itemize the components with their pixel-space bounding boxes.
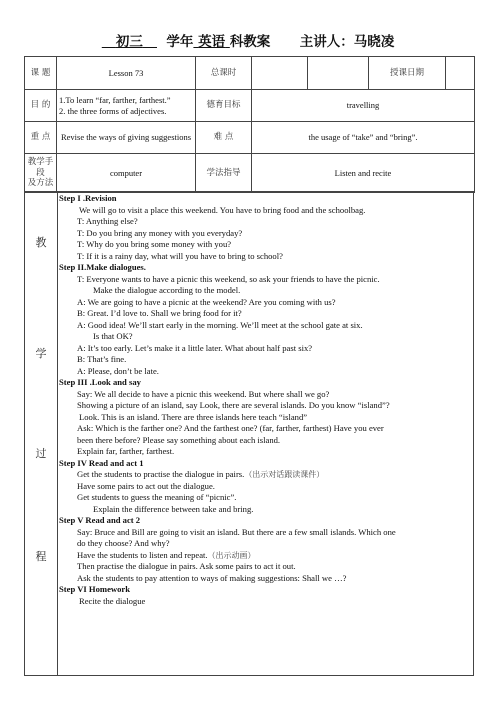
text-line: Have the students to listen and repeat.（出示动画）: [77, 549, 256, 560]
text-line: Ask: Which is the farther one? And the farthest one? (far, farther, farthest) Have you ever: [77, 423, 384, 433]
text-line: Get students to guess the meaning of “picnic”.: [77, 492, 237, 502]
goal-value: [57, 90, 196, 122]
title-year-label: 学年: [166, 34, 194, 50]
animation-note: （出示动画）: [207, 550, 256, 560]
key-label: 重 点: [25, 122, 57, 154]
text-line: A: Please, don’t be late.: [77, 365, 159, 376]
title-subject: 英语: [198, 34, 226, 50]
text-line: Make the dialogue according to the model.: [93, 285, 241, 295]
page-title: [0, 30, 496, 50]
text-line: We will go to visit a place this weekend. You have to bring food and the schoolbag.: [79, 204, 366, 215]
text-line: B: That’s fine.: [77, 354, 127, 364]
side-char-4: 程: [35, 550, 47, 563]
text-line: Get the students to practise the dialogue in pairs.（出示对话跟读课件）: [77, 469, 325, 479]
guide-label: 学法指导: [196, 154, 252, 193]
process-content: [59, 193, 469, 607]
text-line: Have some pairs to act out the dialogue.: [77, 480, 215, 491]
step-heading: Step V Read and act 2: [59, 515, 141, 525]
goal-line-2: 2. the three forms of adjectives.: [59, 105, 167, 116]
date-cell: [308, 57, 475, 90]
text-line: T: Anything else?: [77, 216, 138, 226]
goal-line-1: 1.To learn “far, farther, farthest.”: [59, 94, 171, 105]
title-subject-suffix: 科教案: [229, 34, 271, 50]
step-heading: Step I .Revision: [59, 193, 117, 203]
text-line: A: We are going to have a picnic at the weekend? Are you coming with us?: [77, 296, 336, 307]
text-line: T: Do you bring any money with you everyday?: [77, 227, 243, 238]
title-lecturer: 主讲人：马晓凌: [299, 34, 395, 50]
text-line: T: Why do you bring some money with you?: [77, 239, 232, 249]
text-line: been there before? Please say something about each island.: [77, 434, 281, 445]
key-value: Revise the ways of giving suggestions: [57, 122, 196, 154]
difficulty-label: 难 点: [196, 122, 252, 154]
text-line: Recite the dialogue: [79, 595, 146, 606]
topic-label: 课 题: [25, 57, 57, 90]
side-char-3: 过: [35, 447, 47, 460]
text-line: A: It’s too early. Let’s make it a little later. What about half past six?: [77, 342, 313, 353]
text-line: do they choose? And why?: [77, 538, 170, 548]
text-line: T: Everyone wants to have a picnic this weekend, so ask your friends to have the picnic.: [77, 273, 380, 284]
text-line: Is that OK?: [93, 331, 133, 341]
difficulty-value: the usage of “take” and “bring”.: [252, 122, 475, 154]
hours-value: [252, 57, 308, 90]
moral-label: 德育目标: [196, 90, 252, 122]
text-line: Then practise the dialogue in pairs. Ask some pairs to act it out.: [77, 561, 296, 571]
text-line: Look. This is an island. There are three islands here teach “island”: [79, 411, 308, 422]
text-line: Showing a picture of an island, say Look, there are several islands. Do you know “island”?: [77, 400, 390, 410]
step-heading: Step VI Homework: [59, 584, 130, 594]
text-line: Explain the difference between take and bring.: [93, 503, 254, 514]
date-label: 授课日期: [389, 67, 424, 78]
topic-value: Lesson 73: [57, 57, 196, 90]
text-line: B: Great. I’d love to. Shall we bring food for it?: [77, 308, 242, 318]
text-line: Say: Bruce and Bill are going to visit an island. But there are a few small islands. Which one: [77, 526, 396, 537]
side-char-1: 教: [35, 236, 47, 249]
step-heading: Step II.Make dialogues.: [59, 262, 146, 272]
text-line: Ask the students to pay attention to ways of making suggestions: Shall we …?: [77, 572, 347, 583]
hours-label: 总课时: [196, 57, 252, 90]
text-line: T: If it is a rainy day, what will you have to bring to school?: [77, 250, 283, 261]
text-line: Explain far, farther, farthest.: [77, 446, 175, 456]
step-heading: Step III .Look and say: [59, 377, 141, 387]
moral-value: travelling: [252, 90, 475, 122]
lesson-info-table: [24, 56, 475, 193]
text-line: A: Good idea! We’ll start early in the morning. We’ll meet at the school gate at six.: [77, 319, 363, 330]
step-heading: Step IV Read and act 1: [59, 457, 144, 468]
goal-label: 目 的: [25, 90, 57, 122]
side-char-2: 学: [35, 347, 47, 360]
text-line: Say: We all decide to have a picnic this weekend. But where shall we go?: [77, 388, 330, 399]
guide-value: Listen and recite: [252, 154, 475, 193]
method-label: 教学手段 及方法: [25, 154, 57, 193]
courseware-note: （出示对话跟读课件）: [244, 470, 325, 479]
teaching-process-section: [24, 191, 474, 676]
title-grade: 初三: [115, 34, 143, 50]
method-value: computer: [57, 154, 196, 193]
